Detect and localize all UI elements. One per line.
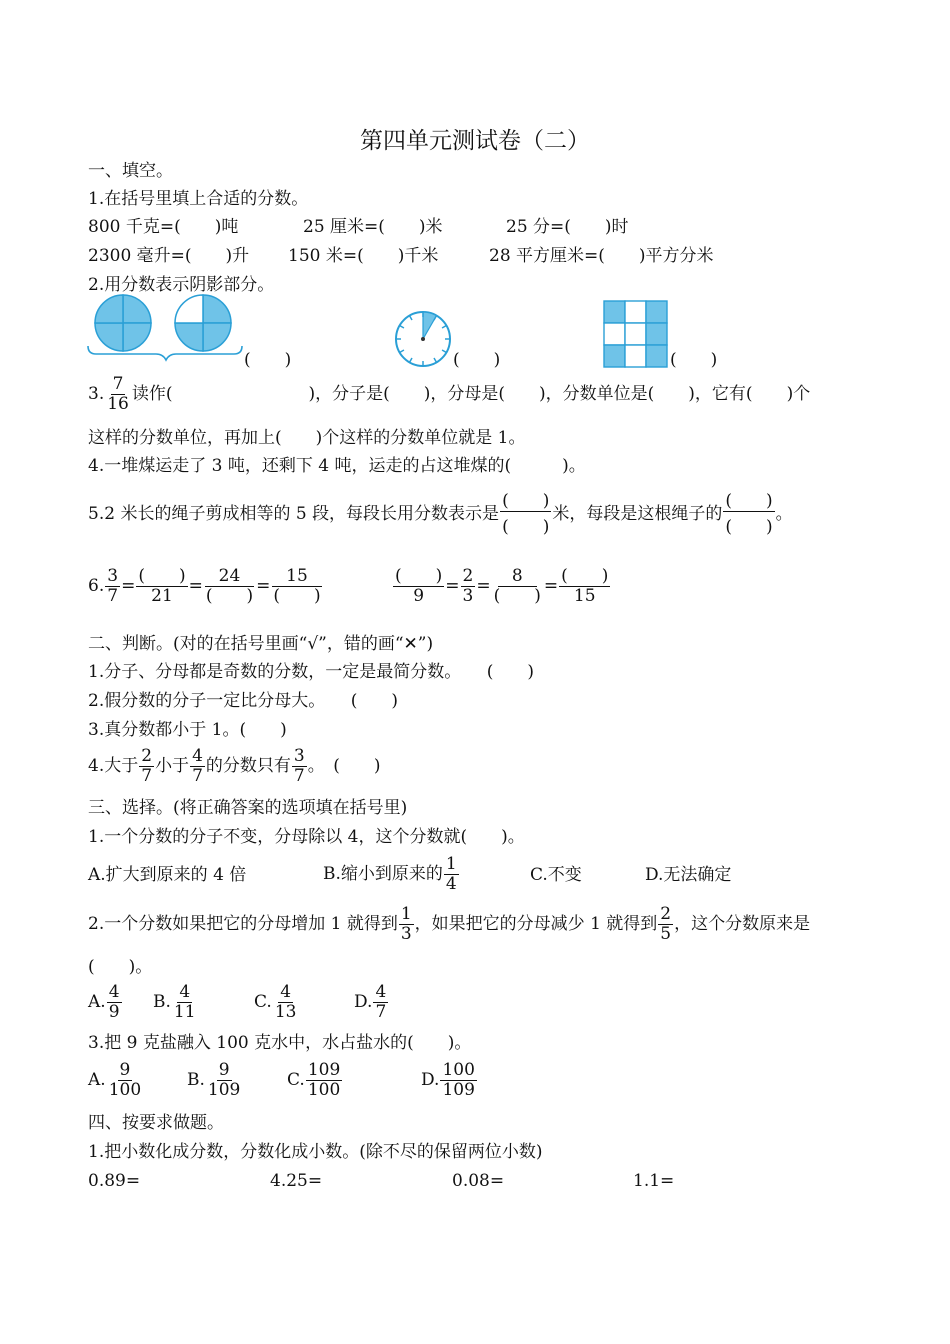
q1-5: [88, 492, 793, 537]
choice-2-stem: [88, 904, 810, 944]
denominator: 100: [307, 1080, 341, 1100]
fraction-3-7: [292, 747, 307, 786]
choice-3-option-b[interactable]: [187, 1060, 243, 1100]
q1-2-answer-1[interactable]: ( ): [244, 350, 292, 370]
option-fraction: [306, 1061, 342, 1100]
judge-item-1[interactable]: 1.分子、分母都是奇数的分数，一定是最简分数。 ( ): [88, 662, 534, 682]
grid-cell: [625, 323, 646, 345]
q1-5-text-b: 米，每段是这根绳子的: [552, 504, 723, 524]
choice-1-stem[interactable]: 1.一个分数的分子不变，分母除以 4，这个分数就( )。: [88, 827, 525, 847]
option-label: A.: [88, 1070, 106, 1090]
option-label: D.: [354, 992, 373, 1012]
q1-3-line2[interactable]: 这样的分数单位，再加上( )个这样的分数单位就是 1。: [88, 428, 526, 448]
numerator: 24: [205, 567, 255, 587]
q1-6-prefix: 6.: [88, 576, 105, 596]
grid-cell: [646, 301, 667, 323]
denominator: 15: [573, 586, 596, 606]
denominator-blank[interactable]: ( ): [725, 517, 773, 537]
choice-2-option-a[interactable]: [88, 982, 123, 1022]
numerator-blank[interactable]: ( ): [395, 566, 443, 586]
denominator-blank[interactable]: ( ): [493, 586, 541, 606]
option-fraction: [440, 1061, 476, 1100]
choice-2-option-d[interactable]: [354, 982, 389, 1022]
denominator: 13: [274, 1002, 297, 1022]
judge-4-text-d[interactable]: 。 ( ): [307, 756, 381, 776]
choice-1-option-c[interactable]: C.不变: [530, 865, 582, 885]
choice-2-option-b[interactable]: [153, 982, 199, 1022]
option-fraction: [273, 983, 299, 1022]
numerator: 8: [498, 567, 537, 587]
equals: =: [476, 576, 491, 596]
equals: =: [256, 576, 271, 596]
pie-quarter: [123, 295, 151, 323]
choice-3-option-a[interactable]: [88, 1060, 144, 1100]
denominator: 7: [293, 766, 305, 786]
q1-1-stem: 1.在括号里填上合适的分数。: [88, 189, 309, 209]
q1-6r-frac-1[interactable]: [393, 567, 444, 606]
numerator-blank[interactable]: ( ): [725, 491, 773, 511]
numerator: 4: [108, 982, 120, 1002]
denominator: 3: [462, 586, 474, 606]
q1-6-frac-2[interactable]: [136, 567, 187, 606]
equals: =: [543, 576, 559, 596]
judge-item-3[interactable]: 3.真分数都小于 1。( ): [88, 720, 287, 740]
choice-2-text-b: ，如果把它的分母减少 1 就得到: [414, 914, 658, 934]
numerator: 3: [293, 746, 305, 766]
q1-4[interactable]: 4.一堆煤运走了 3 吨，还剩下 4 吨，运走的占这堆煤的( )。: [88, 456, 586, 476]
pie-quarter: [175, 295, 203, 323]
denominator: 109: [207, 1080, 241, 1100]
denominator: 3: [400, 924, 412, 944]
clock-center: [421, 337, 425, 341]
judge-item-2[interactable]: 2.假分数的分子一定比分母大。 ( ): [88, 691, 398, 711]
q1-6-frac-1: [105, 567, 120, 606]
choice-1-option-d[interactable]: D.无法确定: [645, 865, 732, 885]
two-pies-figure: [86, 296, 246, 364]
q1-6r-frac-4[interactable]: [559, 567, 610, 606]
task-1-item-1[interactable]: 0.89=: [88, 1171, 141, 1191]
choice-2-option-c[interactable]: [254, 982, 299, 1022]
denominator: 9: [108, 1002, 120, 1022]
denominator: 7: [107, 586, 119, 606]
task-1-item-3[interactable]: 0.08=: [452, 1171, 505, 1191]
denominator: 7: [141, 766, 153, 786]
grid-figure: [603, 300, 667, 366]
q1-5-fraction-blank-1[interactable]: [500, 492, 551, 537]
numerator: 4: [179, 982, 191, 1002]
grid-cell: [625, 345, 646, 367]
pie-1: [95, 295, 151, 351]
clock-figure: [392, 308, 454, 370]
denominator: 4: [445, 874, 457, 894]
choice-1-option-a[interactable]: A.扩大到原来的 4 倍: [88, 865, 247, 885]
denominator-blank[interactable]: ( ): [502, 517, 550, 537]
denominator: 9: [413, 586, 425, 606]
equals: =: [445, 576, 460, 596]
section-2-heading: 二、判断。(对的在括号里画“√”，错的画“✕”): [88, 634, 434, 654]
pie-quarter: [95, 323, 123, 351]
fraction-1-4: [444, 855, 459, 894]
numerator: 1: [400, 904, 412, 924]
option-label: C.: [287, 1070, 305, 1090]
pie-quarter: [123, 323, 151, 351]
numerator-blank[interactable]: ( ): [138, 566, 186, 586]
grid-cell: [604, 345, 625, 367]
task-1-stem: 1.把小数化成分数，分数化成小数。(除不尽的保留两位小数): [88, 1142, 543, 1162]
q1-2-answer-2[interactable]: ( ): [453, 350, 501, 370]
q1-5-text-a: 5.2 米长的绳子剪成相等的 5 段，每段长用分数表示是: [88, 504, 500, 524]
option-fraction: [172, 983, 198, 1022]
numerator: 7: [112, 374, 124, 394]
q1-6r-frac-3[interactable]: [492, 567, 543, 606]
denominator: 7: [375, 1002, 387, 1022]
q1-5-fraction-blank-2[interactable]: [723, 492, 774, 537]
choice-2-line2[interactable]: ( )。: [88, 957, 153, 977]
denominator-blank[interactable]: ( ): [273, 586, 321, 606]
numerator: 1: [445, 854, 457, 874]
denominator-blank[interactable]: ( ): [205, 586, 254, 606]
judge-4-text-b: 小于: [155, 756, 190, 776]
q1-1-item-6[interactable]: 28 平方厘米=( )平方分米: [489, 246, 714, 266]
option-fraction: [107, 1061, 143, 1100]
denominator: 16: [107, 394, 129, 414]
option-label: B.: [187, 1070, 205, 1090]
numerator-blank[interactable]: ( ): [502, 491, 550, 511]
option-label: C.: [254, 992, 272, 1012]
judge-item-4[interactable]: [88, 746, 380, 786]
denominator: 100: [108, 1080, 142, 1100]
choice-3-option-d[interactable]: [421, 1060, 478, 1100]
q1-1-item-5[interactable]: 150 米=( )千米: [288, 246, 439, 266]
equals: =: [121, 576, 136, 596]
q1-3-text[interactable]: 读作( )，分子是( )，分母是( )，分数单位是( )，它有( )个: [131, 384, 811, 404]
denominator: 109: [442, 1080, 475, 1100]
numerator: 109: [307, 1060, 341, 1080]
numerator-blank[interactable]: ( ): [561, 566, 609, 586]
choice-3-stem[interactable]: 3.把 9 克盐融入 100 克水中，水占盐水的( )。: [88, 1033, 472, 1053]
q1-6-right: [392, 566, 611, 606]
q1-1-item-3[interactable]: 25 分=( )时: [506, 217, 629, 237]
pie-quarter: [95, 295, 123, 323]
q1-1-item-4[interactable]: 2300 毫升=( )升: [88, 246, 250, 266]
numerator: 9: [218, 1060, 230, 1080]
q1-6-frac-3[interactable]: [204, 567, 255, 606]
denominator: 11: [173, 1002, 196, 1022]
section-3-heading: 三、选择。(将正确答案的选项填在括号里): [88, 798, 408, 818]
numerator: 3: [107, 566, 119, 586]
grid-cell: [646, 345, 667, 367]
q1-1-item-1[interactable]: 800 千克=( )吨: [88, 217, 239, 237]
numerator: 4: [192, 746, 203, 766]
pie-quarter: [203, 323, 231, 351]
page-title: 第四单元测试卷（二）: [360, 128, 590, 154]
equals: =: [188, 576, 203, 596]
choice-2-text-c: ，这个分数原来是: [674, 914, 811, 934]
numerator: 4: [375, 982, 387, 1002]
task-1-item-4[interactable]: 1.1=: [633, 1171, 675, 1191]
choice-1-option-b[interactable]: [323, 854, 460, 894]
pie-2: [175, 295, 231, 351]
pie-quarter: [175, 323, 203, 351]
option-fraction: [107, 983, 122, 1022]
q1-6r-frac-2: [461, 567, 476, 606]
q1-3: [88, 374, 810, 414]
grid-cell: [646, 323, 667, 345]
option-b-text: B.缩小到原来的: [323, 864, 443, 884]
numerator: 9: [119, 1060, 131, 1080]
section-1-heading: 一、填空。: [88, 161, 173, 181]
numerator: 2: [462, 566, 474, 586]
numerator: 2: [660, 904, 672, 924]
numerator: 4: [280, 982, 292, 1002]
judge-4-text-a: 4.大于: [88, 756, 139, 776]
numerator: 15: [272, 567, 322, 587]
numerator: 100: [442, 1060, 475, 1080]
grid-cell: [604, 301, 625, 323]
fraction-2-7: [139, 747, 154, 786]
fraction-2-5: [658, 905, 673, 944]
judge-4-text-c: 的分数只有: [205, 756, 291, 776]
option-label: D.: [421, 1070, 440, 1090]
fraction-7-16: [105, 375, 131, 414]
option-fraction: [206, 1061, 242, 1100]
fraction-1-3: [399, 905, 414, 944]
q1-2-stem: 2.用分数表示阴影部分。: [88, 275, 275, 295]
q1-5-text-c: 。: [775, 504, 793, 524]
task-1-item-2[interactable]: 4.25=: [270, 1171, 323, 1191]
q1-3-prefix: 3.: [88, 384, 105, 404]
denominator: 21: [151, 586, 173, 606]
section-4-heading: 四、按要求做题。: [88, 1113, 224, 1133]
choice-2-text-a: 2.一个分数如果把它的分母增加 1 就得到: [88, 914, 398, 934]
choice-3-option-c[interactable]: [287, 1060, 343, 1100]
q1-1-item-2[interactable]: 25 厘米=( )米: [303, 217, 443, 237]
pie-quarter: [203, 295, 231, 323]
fraction-4-7: [190, 747, 205, 786]
option-fraction: [373, 983, 388, 1022]
option-label: A.: [88, 992, 106, 1012]
denominator: 5: [660, 924, 672, 944]
q1-6-left: [88, 566, 324, 606]
grid-cell: [625, 301, 646, 323]
option-label: B.: [153, 992, 171, 1012]
denominator: 7: [192, 766, 203, 786]
q1-2-answer-3[interactable]: ( ): [670, 350, 718, 370]
q1-6-frac-4[interactable]: [271, 567, 322, 606]
grid-cell: [604, 323, 625, 345]
numerator: 2: [141, 746, 153, 766]
